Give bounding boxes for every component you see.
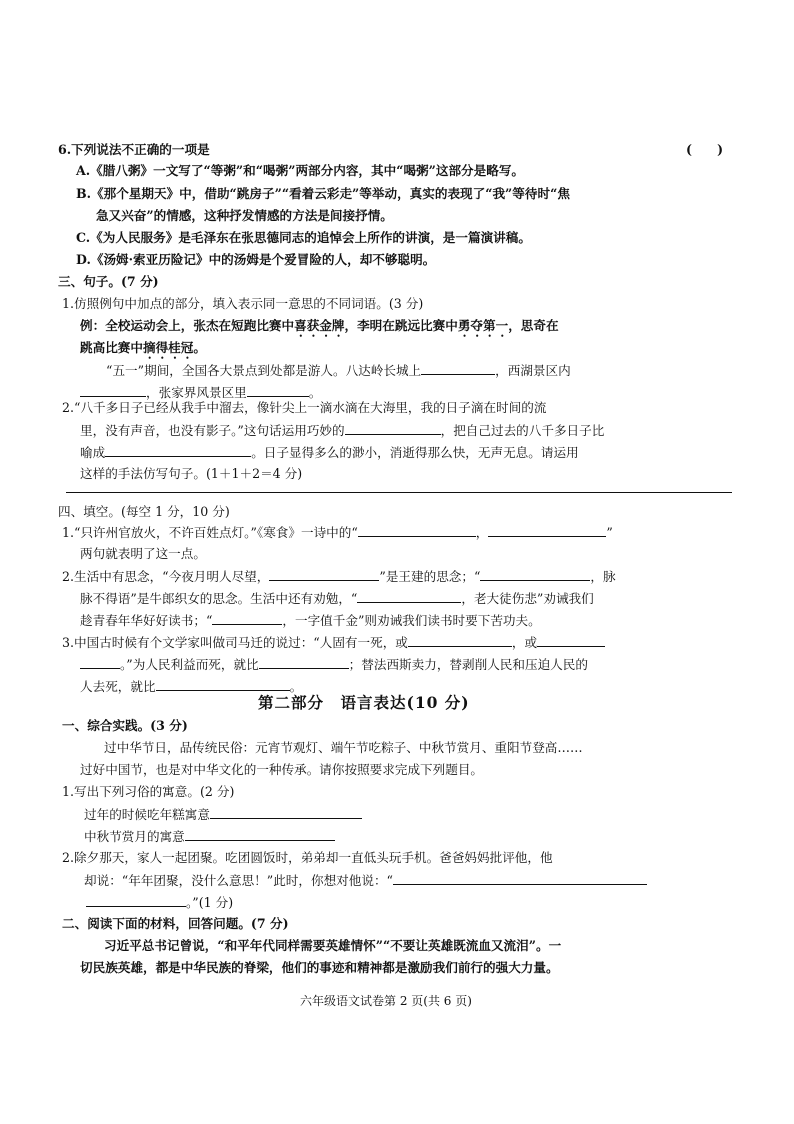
s4-q3-line2 <box>80 656 588 672</box>
s3-q1-stem: 1.仿照例句中加点的部分，填入表示同一意思的不同词语。(3 分) <box>62 296 424 311</box>
q-text: 。”为人民利益而死，就比 <box>120 657 259 672</box>
answer-blank[interactable] <box>345 422 441 435</box>
q-text: ，张家界风景区里 <box>146 385 247 400</box>
answer-blank[interactable] <box>358 524 476 537</box>
s3-q2-line1: 2.“八千多日子已经从我手中溜去，像针尖上一滴水滴在大海里，我的日子滴在时间的流 <box>62 400 547 415</box>
s4-q2-line1 <box>62 568 616 584</box>
s3-q2-line2 <box>80 422 604 438</box>
p2s2-para-line1: 习近平总书记曾说，“和平年代同样需要英雄情怀”“不要让英雄既流血又流泪”。一 <box>104 938 562 953</box>
q-text: 趁青春年华好好读书；“ <box>80 613 213 628</box>
q-text: ，老大徒伤悲”劝诫我们 <box>461 591 594 606</box>
answer-blank[interactable] <box>156 678 290 691</box>
q-text: ，把自己过去的八千多日子比 <box>440 423 605 438</box>
q-text: 3.中国古时候有个文学家叫做司马迁的说过：“人固有一死，或 <box>62 635 408 650</box>
answer-blank[interactable] <box>421 362 495 375</box>
q-text: 2.生活中有思念，“今夜月明人尽望， <box>62 569 270 584</box>
q-text: 却说：“年年团聚，没什么意思！”此时，你想对他说：“ <box>84 873 393 888</box>
q6-option-d: D.《汤姆·索亚历险记》中的汤姆是个爱冒险的人，却不够聪明。 <box>76 252 436 267</box>
q-text: 中秋节赏月的寓意 <box>84 829 185 844</box>
example-dotted-word-1: 喜获金牌 <box>294 318 345 333</box>
p2s1-q1-a <box>84 806 362 822</box>
answer-blank[interactable] <box>480 568 590 581</box>
answer-blank[interactable] <box>537 634 605 647</box>
p2s2-para-line2: 切民族英雄，都是中华民族的脊梁，他们的事迹和精神都是激励我们前行的强大力量。 <box>80 960 559 975</box>
answer-blank[interactable] <box>86 894 186 907</box>
answer-blank[interactable] <box>212 612 282 625</box>
q-text: ” <box>606 525 613 540</box>
p2s1-q1-stem: 1.写出下列习俗的寓意。(2 分) <box>62 784 235 799</box>
p2s1-q2-line2 <box>84 872 647 888</box>
q-text: ，西湖景区内 <box>495 363 571 378</box>
example-dotted-word-3: 摘得桂冠 <box>142 340 194 355</box>
s4-q3-line3 <box>80 678 302 694</box>
s4-q3-line1 <box>62 634 605 650</box>
part-2-title: 第二部分 语言表达(10 分) <box>258 693 470 712</box>
q6-option-b-line2: 急又兴奋”的情感，这种抒发情感的方法是间接抒情。 <box>96 208 393 223</box>
example-text: 。 <box>193 340 206 355</box>
q6-option-b-line1: B.《那个星期天》中，借助“跳房子”“看着云彩走”等举动，真实的表现了“我”等待时“焦 <box>76 186 570 201</box>
answer-blank[interactable] <box>80 384 146 397</box>
answer-blank[interactable] <box>80 656 120 669</box>
q-text: 喻成 <box>80 445 106 460</box>
s3-q2-line3 <box>80 444 579 460</box>
p2-section-2-title: 二、阅读下面的材料，回答问题。(7 分) <box>62 916 289 931</box>
q-text: ，脉 <box>590 569 616 584</box>
s4-q2-line2 <box>80 590 594 606</box>
answer-blank[interactable] <box>393 872 647 885</box>
answer-blank[interactable] <box>408 634 512 647</box>
q6-stem: 6.下列说法不正确的一项是 <box>58 142 210 157</box>
s4-q1-line1 <box>62 524 613 540</box>
example-text: 例：全校运动会上，张杰在短跑比赛中 <box>80 318 295 333</box>
s3-q1-line1 <box>106 362 571 378</box>
q6-option-a: A.《腊八粥》一文写了“等粥”和“喝粥”两部分内容，其中“喝粥”这部分是略写。 <box>76 163 525 178</box>
s3-q2-answer-line[interactable] <box>66 492 732 493</box>
answer-blank[interactable] <box>488 524 606 537</box>
answer-blank[interactable] <box>247 384 309 397</box>
example-text: 跳高比赛中 <box>80 340 143 355</box>
example-dotted-word-2: 勇夺第一 <box>457 318 509 333</box>
answer-blank[interactable] <box>185 828 335 841</box>
s3-q1-example-line2 <box>80 340 206 362</box>
q6-option-c: C.《为人民服务》是毛泽东在张思德同志的追悼会上所作的讲演，是一篇演讲稿。 <box>76 230 531 245</box>
answer-blank[interactable] <box>269 568 379 581</box>
q-text: ， <box>475 525 489 540</box>
answer-blank[interactable] <box>259 656 349 669</box>
p2s1-q2-line3 <box>86 894 233 910</box>
s3-q1-line2 <box>80 384 321 400</box>
q-text: 里，没有声音，也没有影子。”这句话运用巧妙的 <box>80 423 345 438</box>
s4-q2-line3 <box>80 612 541 628</box>
s3-q1-example-line1 <box>80 318 559 340</box>
q-text: ；替法西斯卖力，替剥削人民和压迫人民的 <box>348 657 588 672</box>
p2s1-intro-line1: 过中华节日，品传统民俗：元宵节观灯、端午节吃粽子、中秋节赏月、重阳节登高…… <box>104 740 583 755</box>
q-text: 。 <box>308 385 322 400</box>
s4-q1-line2: 两句就表明了这一点。 <box>80 546 206 561</box>
q-text: 。”(1 分) <box>186 895 234 910</box>
p2s1-q1-b <box>84 828 335 844</box>
answer-blank[interactable] <box>210 806 362 819</box>
p2s1-q2-line1: 2.除夕那天，家人一起团聚。吃团圆饭时，弟弟却一直低头玩手机。爸爸妈妈批评他，他 <box>62 850 553 865</box>
q-text: 。 <box>289 679 303 694</box>
q-text: 1.“只许州官放火，不许百姓点灯。”《寒食》一诗中的“ <box>62 525 358 540</box>
answer-blank[interactable] <box>105 444 251 457</box>
q-text: ”是王建的思念；“ <box>379 569 481 584</box>
p2s1-intro-line2: 过好中国节，也是对中华文化的一种传承。请你按照要求完成下列题目。 <box>80 762 483 777</box>
q-text: ，或 <box>511 635 538 650</box>
q-text: 。日子显得多么的渺小，消逝得那么快，无声无息。请运用 <box>251 445 579 460</box>
q6-answer-parentheses[interactable]: ( ) <box>686 142 724 157</box>
p2-section-1-title: 一、综合实践。(3 分) <box>62 718 188 733</box>
answer-blank[interactable] <box>357 590 461 603</box>
q-text: 过年的时候吃年糕寓意 <box>84 807 210 822</box>
q-text: 人去死，就比 <box>80 679 156 694</box>
section-4-title: 四、填空。(每空 1 分，10 分) <box>58 504 230 519</box>
section-3-title: 三、句子。(7 分) <box>58 274 159 289</box>
q-text: ，一字值千金”则劝诫我们读书时要下苦功夫。 <box>282 613 541 628</box>
example-text: ，李明在跳远比赛中 <box>344 318 458 333</box>
example-text: ，思奇在 <box>508 318 559 333</box>
q-text: 脉不得语”是牛郎织女的思念。生活中还有劝勉，“ <box>80 591 358 606</box>
q-text: “五一”期间，全国各大景点到处都是游人。八达岭长城上 <box>106 363 422 378</box>
s3-q2-line4: 这样的手法仿写句子。(1＋1＋2＝4 分) <box>80 466 303 481</box>
page-footer: 六年级语文试卷第 2 页(共 6 页) <box>300 994 472 1008</box>
